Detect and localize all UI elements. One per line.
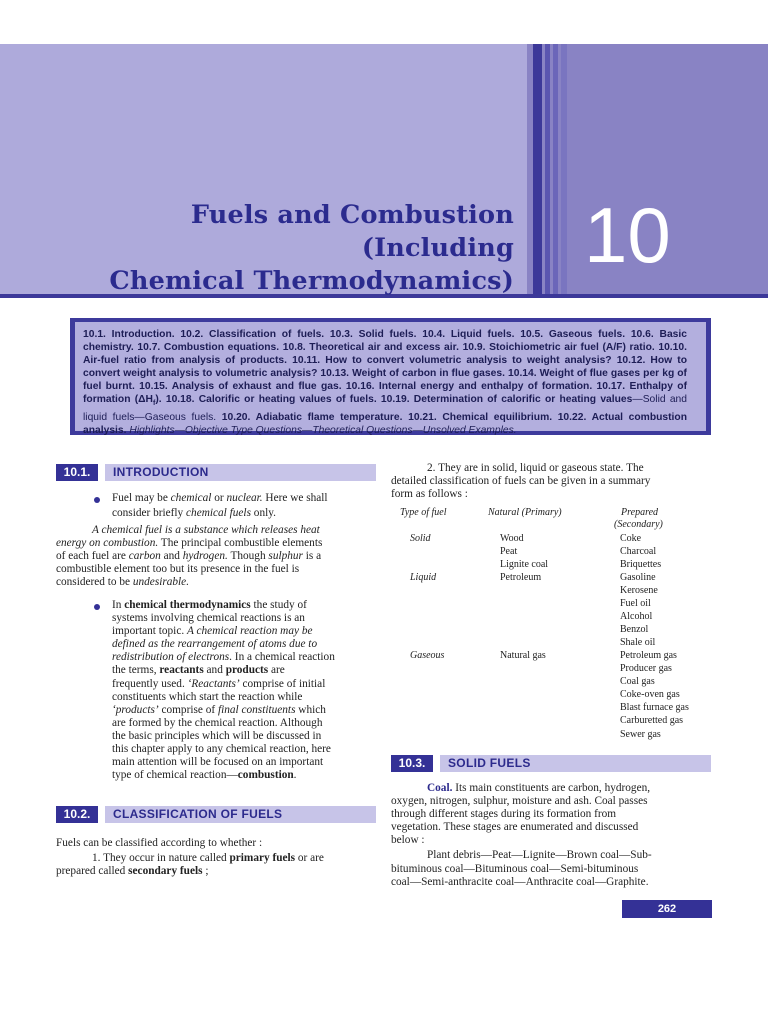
bullet-icon	[94, 497, 100, 503]
section-title-classification: CLASSIFICATION OF FUELS	[105, 806, 376, 823]
table-header-prepared: Prepared	[621, 507, 659, 518]
section-number-solid-fuels: 10.3.	[391, 755, 433, 772]
text-span: undesirable.	[132, 576, 190, 589]
text-line: Fuels can be classified according to whether :	[56, 837, 263, 849]
text-span: of each fuel are	[56, 550, 129, 563]
chapter-number: 10	[584, 191, 671, 279]
text-span: the study of	[250, 599, 307, 611]
text-line: Plant debris—Peat—Lignite—Brown coal—Sub-	[427, 849, 652, 862]
table-cell-natural: Peat	[500, 546, 518, 557]
text-span: considered to be	[56, 576, 133, 589]
section-number-classification: 10.2.	[56, 806, 98, 823]
table-cell-natural: Petroleum	[500, 572, 542, 583]
text-line: below :	[391, 834, 425, 847]
table-cell-prepared: Briquettes	[620, 559, 662, 570]
solid-fuels-paragraph	[391, 782, 712, 889]
text-line: constituents which start the reaction while	[112, 690, 303, 703]
text-span: hydrogen.	[182, 550, 228, 563]
table-cell-prepared: Sewer gas	[620, 729, 661, 740]
text-span: comprise of initial	[239, 677, 326, 690]
text-span: Coal.	[427, 782, 453, 794]
table-header-natural: Natural (Primary)	[488, 507, 562, 518]
table-cell-prepared: Kerosene	[620, 585, 658, 596]
chapter-title	[30, 199, 514, 298]
text-span: or are	[295, 852, 324, 865]
text-span: Fuel may be	[112, 492, 171, 504]
text-span: sulphur	[268, 550, 303, 563]
text-span: Though	[227, 550, 269, 563]
text-line: bituminous coal—Bituminous coal—Semi-bituminous	[391, 862, 639, 875]
text-span: which	[295, 703, 326, 716]
contents-part1: 10.1. Introduction. 10.2. Classification of fuels. 10.3. Solid fuels. 10.4. Liquid fuels. 10.5. Gaseous fuels. 10.6. Basic chemistry. 10.7. Combustion equations. 10.8. Theoretical air and excess air. 10.9. Stoichiometric air fuel (A/F) ratio. 10.10. Air-fuel ratio from analysis of products. 10.11. How to convert volumetric analysis to weight analysis? 10.12. How to convert weight analysis to volumetric analysis? 10.13. Weight of carbon in flue gases. 10.14. Weight of flue gases per kg of fuel burnt. 10.15. Analysis of exhaust and flue gas. 10.16. Internal energy and enthalpy of formation. 10.17. Enthalpy of formation (ΔH	[83, 329, 687, 406]
text-span: nuclear.	[226, 492, 263, 504]
text-span: defined as the rearrangement of atoms due to	[112, 638, 318, 651]
table-cell-prepared: Coke	[620, 533, 642, 544]
text-line: main attention will be focused on an important	[112, 756, 324, 769]
text-span: or	[211, 492, 227, 504]
header-stripe	[561, 44, 567, 297]
intro-paragraph	[56, 524, 377, 589]
table-cell-prepared: Petroleum gas	[620, 650, 677, 661]
header-stripe	[553, 44, 558, 297]
table-cell-prepared: Gasoline	[620, 572, 656, 583]
table-cell-prepared: Carburetted gas	[620, 715, 684, 726]
text-span: is a	[302, 550, 322, 563]
text-line: 2. They are in solid, liquid or gaseous state. The	[427, 462, 644, 474]
text-span: .	[293, 769, 297, 782]
text-line: this chapter apply to any chemical reaction, here	[112, 743, 331, 756]
table-type-liquid: Liquid	[410, 572, 437, 583]
table-cell-prepared: Benzol	[620, 624, 649, 635]
text-line: vegetation. These stages are enumerated and discussed	[391, 821, 639, 834]
classification-paragraph	[56, 837, 377, 878]
contents-part3: 10.20. Adiabatic flame temperature. 10.21. Chemical equilibrium. 10.22. Actual combustion analysis.	[83, 411, 687, 436]
chapter-contents	[83, 328, 687, 437]
text-span: . In a chemical reaction	[229, 651, 335, 664]
header-stripe	[533, 44, 542, 297]
text-span: important topic.	[112, 625, 187, 638]
text-span: chemical fuels	[186, 507, 251, 520]
chapter-title-line2: Chemical Thermodynamics)	[109, 266, 514, 296]
text-span: energy on combustion.	[56, 537, 159, 550]
section-number-intro: 10.1.	[56, 464, 98, 481]
section-title-intro: INTRODUCTION	[105, 464, 376, 481]
text-span: and	[160, 550, 183, 563]
text-line: systems involving chemical reactions is an	[112, 612, 305, 625]
table-cell-prepared: Producer gas	[620, 663, 672, 674]
intro-bullet-2	[112, 599, 377, 782]
text-span: prepared called	[56, 865, 129, 878]
table-type-gaseous: Gaseous	[410, 650, 445, 661]
page-number: 262	[622, 900, 712, 918]
text-span: Here we shall	[262, 492, 328, 504]
text-line: oxygen, nitrogen, sulphur, moisture and ash. Coal passes	[391, 795, 648, 808]
text-span: primary fuels	[229, 852, 296, 865]
table-type-solid: Solid	[410, 533, 431, 544]
table-cell-prepared: Alcohol	[620, 611, 653, 622]
text-line: combustible element too but its presence in the fuel is	[56, 563, 300, 576]
text-span: the terms,	[112, 664, 160, 677]
table-cell-prepared: Charcoal	[620, 546, 657, 557]
text-line: detailed classification of fuels can be given in a summary	[391, 475, 651, 488]
text-span: only.	[250, 507, 276, 520]
table-cell-natural: Wood	[500, 533, 524, 544]
bullet-icon	[94, 604, 100, 610]
text-line: the basic principles which will be discussed in	[112, 729, 322, 742]
table-cell-prepared: Fuel oil	[620, 598, 651, 609]
text-span: The principal combustible elements	[158, 537, 323, 550]
header-stripe	[545, 44, 550, 297]
text-span: final constituents	[217, 703, 296, 716]
text-line: coal—Semi-anthracite coal—Anthracite coal—Graphite.	[391, 875, 649, 888]
text-span: A chemical fuel is a substance which releases heat	[92, 524, 320, 536]
contents-sub-f: f	[152, 400, 156, 408]
text-span: A chemical reaction may be	[187, 625, 313, 638]
text-span: reactants	[159, 664, 204, 677]
text-span: combustion	[237, 769, 294, 782]
text-line: through different stages during its formation from	[391, 808, 617, 821]
table-cell-natural: Lignite coal	[500, 559, 549, 570]
text-span: chemical	[170, 492, 212, 504]
text-span: ‘Reactants’	[187, 677, 240, 690]
text-line: form as follows :	[391, 488, 468, 501]
table-cell-prepared: Coal gas	[620, 676, 655, 687]
intro-bullet-1	[112, 492, 377, 520]
text-span: ‘products’	[112, 703, 159, 716]
table-cell-prepared: Blast furnace gas	[620, 702, 689, 713]
chapter-title-line1: Fuels and Combustion (Including	[190, 200, 514, 263]
table-cell-natural: Natural gas	[500, 650, 546, 661]
table-cell-prepared: Coke-oven gas	[620, 689, 680, 700]
table-header-prepared-sub: (Secondary)	[614, 519, 663, 530]
contents-dash1: —Solid and liquid fuels—Gaseous fuels.	[83, 394, 688, 423]
text-span: redistribution of electrons	[112, 651, 230, 664]
text-span: comprise of	[158, 703, 218, 716]
contents-italic-end: Highlights—Objective Type Questions—Theoretical Questions—Unsolved Examples.	[126, 424, 517, 436]
text-span: secondary fuels	[128, 865, 203, 878]
text-span: Its main constituents are carbon, hydrogen,	[452, 782, 651, 794]
text-span: In	[112, 599, 125, 611]
text-span: are	[268, 664, 285, 677]
text-span: and	[203, 664, 226, 677]
text-line: are formed by the chemical reaction. Although	[112, 716, 323, 729]
section-title-solid-fuels: SOLID FUELS	[440, 755, 711, 772]
text-span: ;	[202, 865, 209, 878]
text-span: carbon	[128, 550, 161, 563]
contents-part2: ). 10.18. Calorific or heating values of fuels. 10.19. Determination of calorific or heating values	[155, 394, 633, 406]
text-span: consider briefly	[112, 507, 187, 520]
text-span: 1. They occur in nature called	[92, 852, 230, 865]
text-span: products	[225, 664, 269, 677]
classification-paragraph-2	[391, 462, 712, 501]
text-span: type of chemical reaction—	[112, 769, 238, 782]
table-header-type: Type of fuel	[400, 507, 447, 518]
text-span: frequently used.	[112, 677, 188, 690]
table-cell-prepared: Shale oil	[620, 637, 656, 648]
text-span: chemical thermodynamics	[124, 599, 251, 611]
